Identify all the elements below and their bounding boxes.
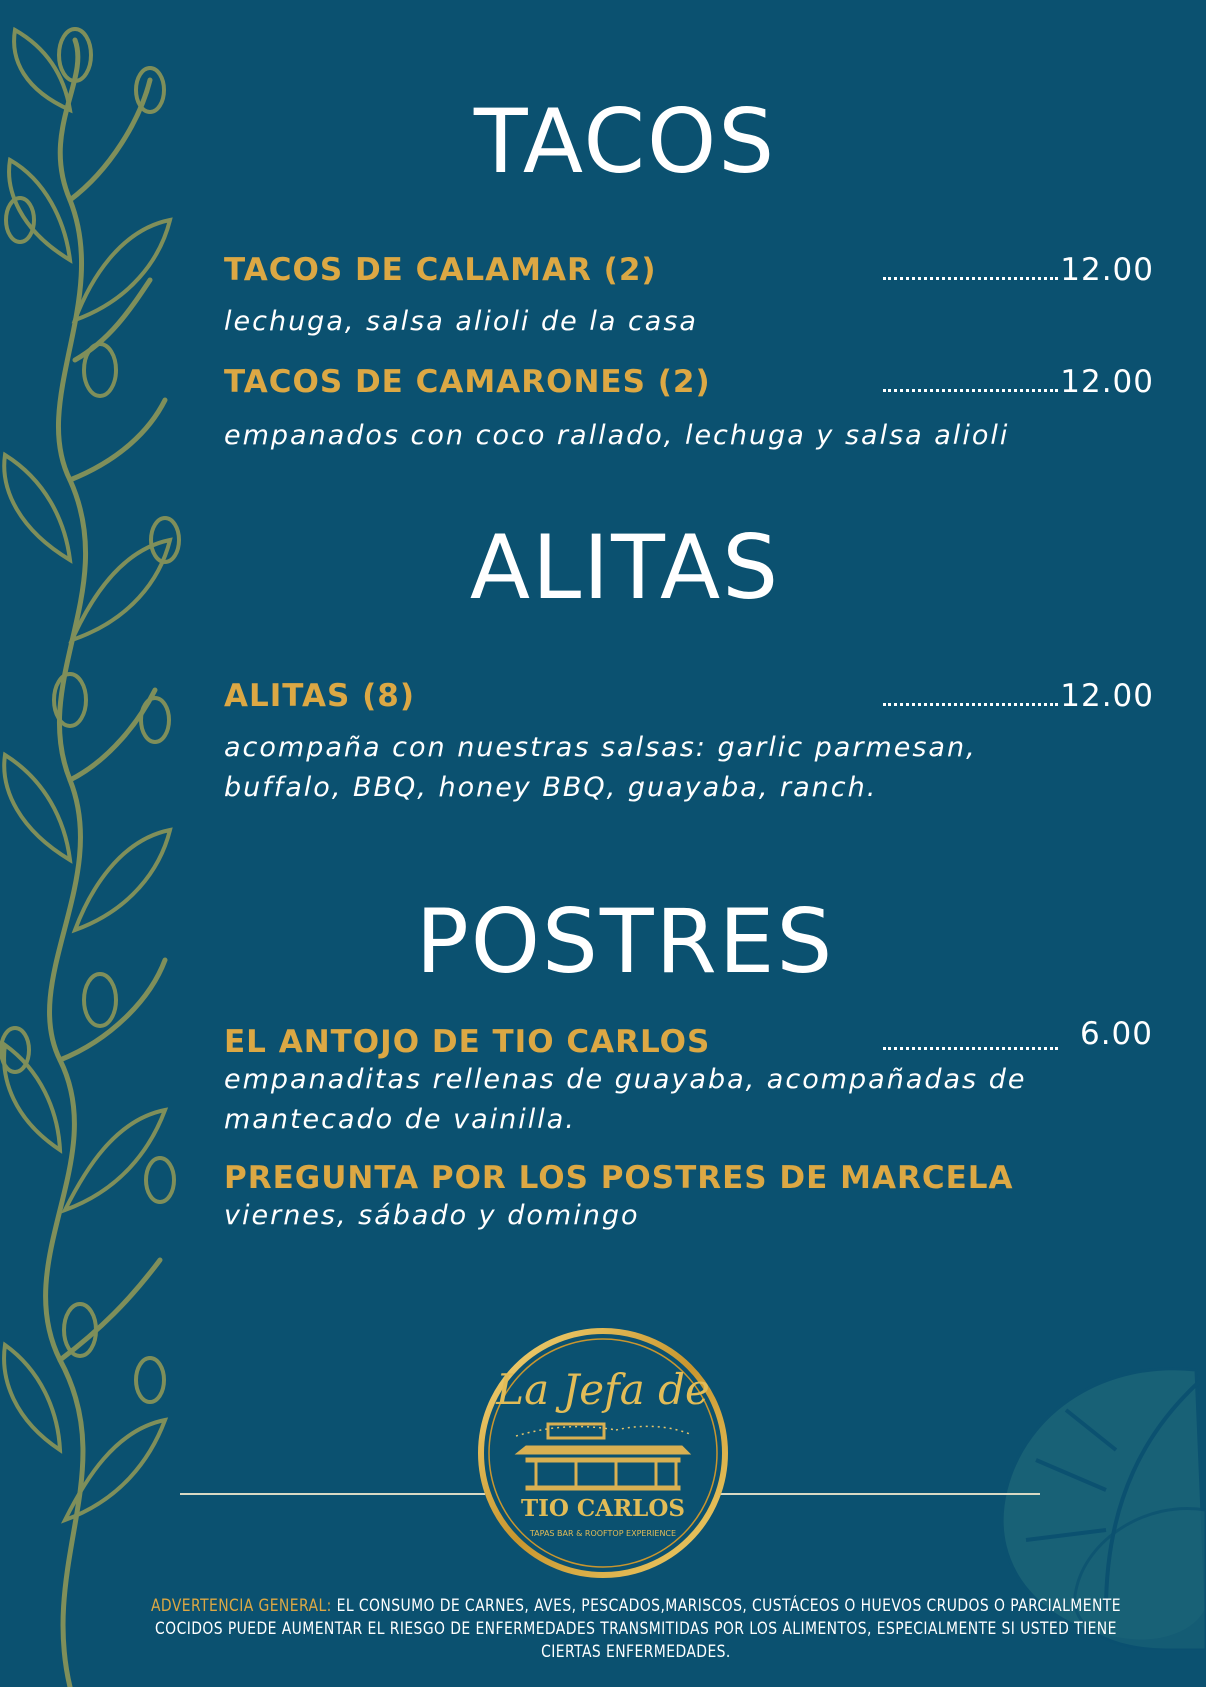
- logo-tagline-text: TAPAS BAR & ROOFTOP EXPERIENCE: [529, 1529, 677, 1538]
- item-name: TACOS DE CAMARONES (2): [224, 364, 711, 400]
- item-price: 12.00: [1060, 252, 1154, 288]
- general-warning: [80, 1595, 1192, 1664]
- vine-decoration: [0, 0, 200, 1687]
- price-leader-dots: [883, 702, 1058, 706]
- logo-name-text: TIO CARLOS: [521, 1495, 685, 1522]
- item-name: PREGUNTA POR LOS POSTRES DE MARCELA: [224, 1160, 1014, 1196]
- divider-line-left: [180, 1493, 485, 1495]
- item-description: viernes, sábado y domingo: [224, 1200, 640, 1231]
- item-name: ALITAS (8): [224, 678, 416, 714]
- logo-script-text: La Jefa de: [496, 1365, 710, 1414]
- price-leader-dots: [883, 1046, 1058, 1050]
- section-title-postres: POSTRES: [415, 890, 835, 993]
- item-description: lechuga, salsa alioli de la casa: [224, 306, 698, 337]
- warning-line-2: COCIDOS PUEDE AUMENTAR EL RIESGO DE ENFERMEDADES TRANSMITIDAS POR LOS ALIMENTOS, ESPECIALMENTE SI USTED TIENE: [155, 1619, 1117, 1639]
- item-price: 12.00: [1060, 678, 1154, 714]
- section-title-tacos: TACOS: [473, 90, 777, 193]
- item-description-line: empanaditas rellenas de guayaba, acompañadas de: [224, 1064, 1027, 1095]
- price-leader-dots: [883, 388, 1058, 392]
- item-name: EL ANTOJO DE TIO CARLOS: [224, 1024, 711, 1060]
- item-description: empanados con coco rallado, lechuga y salsa alioli: [224, 420, 1010, 451]
- warning-line-1: [80, 1595, 1192, 1618]
- item-description-line: acompaña con nuestras salsas: garlic parmesan,: [224, 732, 977, 763]
- section-title-alitas: ALITAS: [469, 516, 781, 619]
- item-description-line: mantecado de vainilla.: [224, 1104, 576, 1135]
- divider-line-right: [720, 1493, 1040, 1495]
- item-price: 6.00: [1079, 1016, 1153, 1052]
- brand-logo: [476, 1326, 730, 1580]
- warning-label: ADVERTENCIA GENERAL:: [150, 1596, 332, 1616]
- warning-line-3: CIERTAS ENFERMEDADES.: [541, 1642, 731, 1662]
- price-leader-dots: [883, 276, 1058, 280]
- item-name: TACOS DE CALAMAR (2): [224, 252, 657, 288]
- item-price: 12.00: [1060, 364, 1154, 400]
- warning-text-1: EL CONSUMO DE CARNES, AVES, PESCADOS,MARISCOS, CUSTÁCEOS O HUEVOS CRUDOS O PARCIALMENTE: [336, 1596, 1121, 1616]
- item-description-line: buffalo, BBQ, honey BBQ, guayaba, ranch.: [224, 772, 878, 803]
